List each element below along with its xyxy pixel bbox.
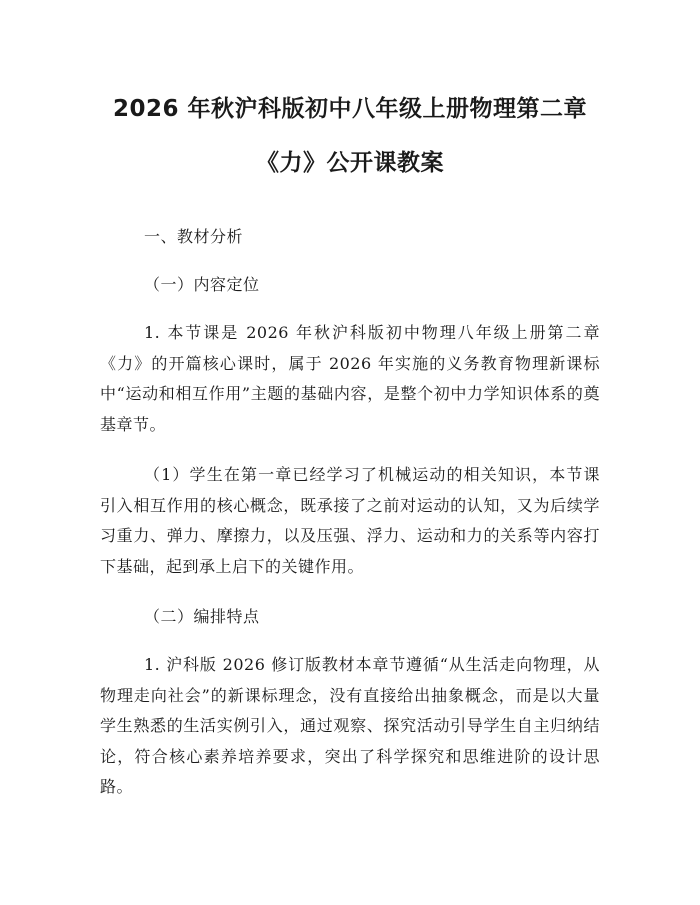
section-heading-teaching-material-analysis: 一、教材分析 [144, 227, 244, 246]
title-line-2: 《力》公开课教案 [256, 150, 444, 176]
paragraph-3: 1. 沪科版 2026 修订版教材本章节遵循“从生活走向物理，从物理走向社会”的新课标理念，没有直接给出抽象概念，而是以大量学生熟悉的生活实例引入，通过观察、探究活动引导学生自主归纳结论，符合核心素养培养要求，突出了科学探究和思维进阶的设计思路。 [100, 655, 600, 796]
subsection-heading-content-positioning: （一）内容定位 [144, 275, 260, 294]
paragraph-2: （1）学生在第一章已经学习了机械运动的相关知识，本节课引入相互作用的核心概念，既承接了之前对运动的认知，又为后续学习重力、弹力、摩擦力，以及压强、浮力、运动和力的关系等内容打下基础，起到承上启下的关键作用。 [100, 465, 600, 576]
subsection-heading-layout-features: （二）编排特点 [144, 607, 260, 626]
document-title [100, 82, 600, 190]
title-line-1: 2026 年秋沪科版初中八年级上册物理第二章 [112, 96, 588, 122]
paragraph-1: 1. 本节课是 2026 年秋沪科版初中物理八年级上册第二章《力》的开篇核心课时，属于 2026 年实施的义务教育物理新课标中“运动和相互作用”主题的基础内容，是整个初中力学知识体系的奠基章节。 [100, 323, 600, 434]
